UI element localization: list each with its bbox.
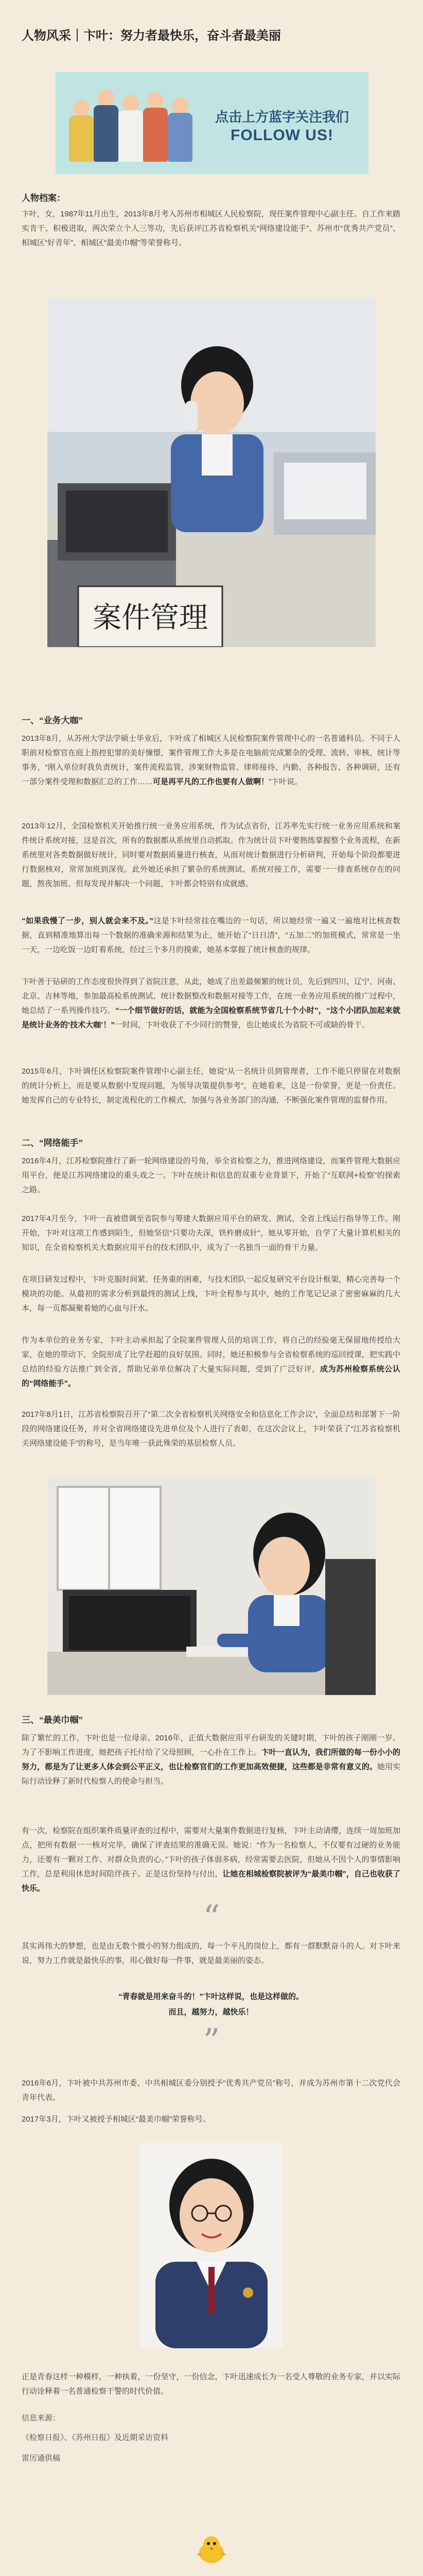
mascot-icon <box>195 2532 228 2566</box>
section2-heading: 二、“网络能手” <box>22 1138 83 1148</box>
s1-p1-bold: 可是再平凡的工作也要有人做啊！ <box>153 777 269 786</box>
follow-us-line-cn: 点击上方蓝字关注我们 <box>215 109 349 125</box>
s2-paragraph-1: 2016年4月，江苏检察院推行了新一轮网络建设的号角，举全省检察之力，推进网络建设，而案件管理大数据应用平台，便是江苏网络建设的重头戏之一。卞叶在统计和信息的双重专业背景下，开始了“互联网+检察”的探索之路。 <box>22 1157 400 1194</box>
s1-p4-bold: “一个细节做好的话，就能为全国检察系统节省几十个小时”， <box>115 1006 326 1015</box>
s3-paragraph-2 <box>22 1824 400 1896</box>
s2-paragraph-5: 2017年8月1日，江苏省检察院召开了“第二次全省检察机关网络安全和信息化工作会议”，全面总结和部署下一阶段的网络建设任务，并对全省网络建设先进单位及个人进行了表彰，在这次会议上，卞叶荣获了“江苏省检察机关网络建设能手”的称号，是当年唯一获此殊荣的基层检察人员。 <box>22 1410 400 1448</box>
s2-p4-bold: 成为苏州检察系统公认的“网络能手”。 <box>22 1365 400 1388</box>
s1-paragraph-4 <box>22 975 400 1032</box>
quote-open-icon: “ <box>203 1899 220 1937</box>
profile-text: 卞叶，女，1987年11月出生，2013年8月考入苏州市相城区人民检察院，现任案件管理中心副主任。自工作来踏实肯干、积极进取，两次荣立个人三等功，先后获评江苏省检察机关“网络建设能手”、苏州市“优秀共产党员”、相城区“好青年”、相城区“最美巾帼”等荣誉称号。 <box>22 210 400 247</box>
quote-highlight: “青春就是用来奋斗的！”卞叶这样说，也是这样做的。 <box>118 1992 304 2001</box>
case-management-sign: 案件管理 <box>93 601 208 635</box>
s3-p1-bold: 卞叶一直认为，我们所做的每一份小小的努力，都是为了让更多人体会到公平正义，也让检察官们的工作更加高效便捷，这些都是非常有意义的。 <box>22 1748 400 1771</box>
s2-paragraph-3: 在项目研发过程中，卞叶克服时间紧、任务重的困难，与技术团队一起反复研究平台设计框架，精心完善每一个模块的功能。从最初的需求分析到最终的测试上线，卞叶全程参与其中，她的工作笔记记录了密密麻麻的几大本，每一页都凝聚着她的心血与汗水。 <box>22 1275 400 1313</box>
photo-typing-at-computer <box>47 1477 376 1695</box>
follow-us-text <box>210 108 354 145</box>
s3-p2-bold: 让她在相城检察院被评为“最美巾帼”，自己也收获了快乐。 <box>22 1870 400 1893</box>
s1-paragraph-1 <box>22 732 400 789</box>
s3-p1-end: 她用实际行动诠释了新时代检察人的使命与担当。 <box>22 1762 400 1786</box>
s2-paragraph-2: 2017年4月至今，卞叶一直被借调至省院参与筹建大数据应用平台的研发、测试、全省上线运行指导等工作。刚开始，卞叶对这项工作感到陌生，但她坚信“只要功夫深，铁杵磨成针”，她从零开始，自学了大量计算机相关的知识，在全省检察机关大数据应用平台的技术团队中，成为了一名独当一面的骨干力量。 <box>22 1214 400 1252</box>
editor-text: 雷厉通供稿 <box>22 2454 61 2463</box>
source-label: 信息来源： <box>22 2414 61 2422</box>
s1-paragraph-3 <box>22 914 400 957</box>
s1-p4-end: 一时间，卞叶收获了不少同行的赞誉，也让她成长为省院不可或缺的骨干。 <box>114 1021 369 1029</box>
s1-p4-text: 卞叶善于钻研的工作态度很快得到了省院注意，从此，她成了出差最频繁的统计员，先后到四川、辽宁、河南、北京、吉林等地，参加最高检系统测试、统计数据整改和数据对接等工作，在统一业务应用系统的推广过程中，她总结了一系列操作技巧。 <box>22 977 400 1015</box>
profile-label: 人物档案： <box>22 193 65 203</box>
follow-banner[interactable] <box>56 72 368 174</box>
s1-p4-bold-2: “这个小团队加起来就是统计业务的‘技术大咖’！” <box>22 1006 400 1029</box>
section1-heading: 一、“业务大咖” <box>22 716 83 725</box>
follow-us-line-en: FOLLOW US! <box>231 127 333 144</box>
section3-heading: 三、“最美巾帼” <box>22 1715 83 1725</box>
closing-paragraph: 正是青春这样一种模样，一种执着，一份坚守，一份信念，卞叶迅速成长为一名受人尊敬的业务专家，并以实际行动诠释着一名普通检察干警的时代价值。 <box>22 2372 400 2396</box>
s2-p4-text: 作为本单位的业务专家，卞叶主动承担起了全院案件管理人员的培训工作，将自己的经验毫无保留地传授给大家，在她的带动下，全院形成了比学赶超的良好氛围。同时，她还积极参与全省检察系统的巡回授课，把实践中总结的经验方法推广到全省，帮助兄弟单位解决了大量实际问题，受到了广泛好评， <box>22 1336 400 1374</box>
source-text: 《检察日报》、《苏州日报》及近期采访资料 <box>22 2433 169 2442</box>
s1-paragraph-2: 2013年12月，全国检察机关开始推行统一业务应用系统，作为试点省份，江苏率先实行统一业务应用系统和案件统计系统对接，这是首次，所有的数据都从系统里自动抓取。作为统计员卞叶要熟练掌握整个业务流程，在新系统里对各类数据做好统计，同时要对数据质量进行核查，从而对统计数据进行分析研判，开始每个阶段都要进行数据核对，常常加班到深夜。此外她还承担了繁杂的系统测试、系统对接工作，需要一一排查系统存在的问题，熬夜加班、但每发现并解决一个问题，卞叶都会特别有成就感。 <box>22 822 400 888</box>
quote-closing-line: 而且，越努力，越快乐！ <box>168 2008 254 2016</box>
article-title: 人物风采｜卞叶：努力者最快乐，奋斗者最美丽 <box>22 29 281 43</box>
honor-paragraph-1: 2016年6月，卞叶被中共苏州市委、中共相城区委分别授予“优秀共产党员”称号，并成为苏州市第十二次党代会青年代表。 <box>22 2079 400 2102</box>
s3-paragraph-1 <box>22 1731 400 1789</box>
s1-p1-end: ”卞叶说。 <box>269 777 303 786</box>
photo-phone-at-desk <box>47 298 376 647</box>
s1-paragraph-5: 2015年6月，卞叶调任区检察院案件管理中心副主任，她说“从一名统计员到管理者，工作不能只停留在对数据的统计分析上，而是要从数据中发现问题，为领导决策提供参考”，在她看来，这是一份荣誉，更是一份责任。她发挥自己的专业特长，制定流程化的工作模式，加强与各业务部门的沟通，不断强化案件管理的监督作用。 <box>22 1067 400 1105</box>
quote-close-icon: ” <box>203 2022 220 2060</box>
photo-portrait <box>140 2143 283 2348</box>
s1-p3-text: 这是卞叶经常挂在嘴边的一句话，所以她经常一遍又一遍地对比核查数据，直到精准地算出每一个数据的准确来源和结果为止，她开始了“日日清”，“五加二”的加班模式，常常是一坐一天，一边吃饭一边盯着系统，经过三个多月的摸索，她基本掌握了统计核查的规律。 <box>22 917 400 954</box>
quote-paragraph: 其实再伟大的梦想，也是由无数个微小的努力组成的，每一个平凡的岗位上，都有一群默默奋斗的人。对卞叶来说，努力工作就是最快乐的事，用心做好每一件事，就是最美丽的姿态。 <box>22 1942 400 1965</box>
s3-p2-text: 有一次，检察院在组织案件质量评查的过程中，需要对大量案件数据进行复核，卞叶主动请缨，连续一周加班加点，把所有数据一一核对完毕，确保了评查结果的准确无误。她说：“作为一名检察人，不仅要有过硬的业务能力，还要有一颗对工作、对群众负责的心。”卞叶的孩子体弱多病，经常需要去医院，但她从不因个人的事情影响工作，总是利用休息时间陪伴孩子。正是这份坚持与付出， <box>22 1826 400 1878</box>
s1-p3-bold: “如果我慢了一步，别人就会来不及。” <box>22 917 153 925</box>
s3-p1-text: 除了繁忙的工作，卞叶也是一位母亲。2016年，正值大数据应用平台研发的关键时期，卞叶的孩子刚刚一岁。为了不影响工作进度，她把孩子托付给了父母照顾，一心扑在工作上。 <box>22 1734 400 1757</box>
honor-paragraph-2: 2017年3月，卞叶又被授予相城区“最美巾帼”荣誉称号。 <box>22 2115 210 2124</box>
s2-paragraph-4 <box>22 1333 400 1391</box>
s1-p1-text: 2013年8月，从苏州大学法学硕士毕业后，卞叶成了相城区人民检察院案件管理中心的一名普通科员。不同于人职前对检察官在庭上指控犯罪的美好憧憬，案件管理工作大多是在电脑前完成繁杂的受理、流转、审核、统计等事务，“刚入单位时我负责统计，案件流程监管，涉案财物监管、律师接待、内勤、各种报告、各种调研，还有一部分案件受理和数据汇总的工作…… <box>22 734 400 786</box>
